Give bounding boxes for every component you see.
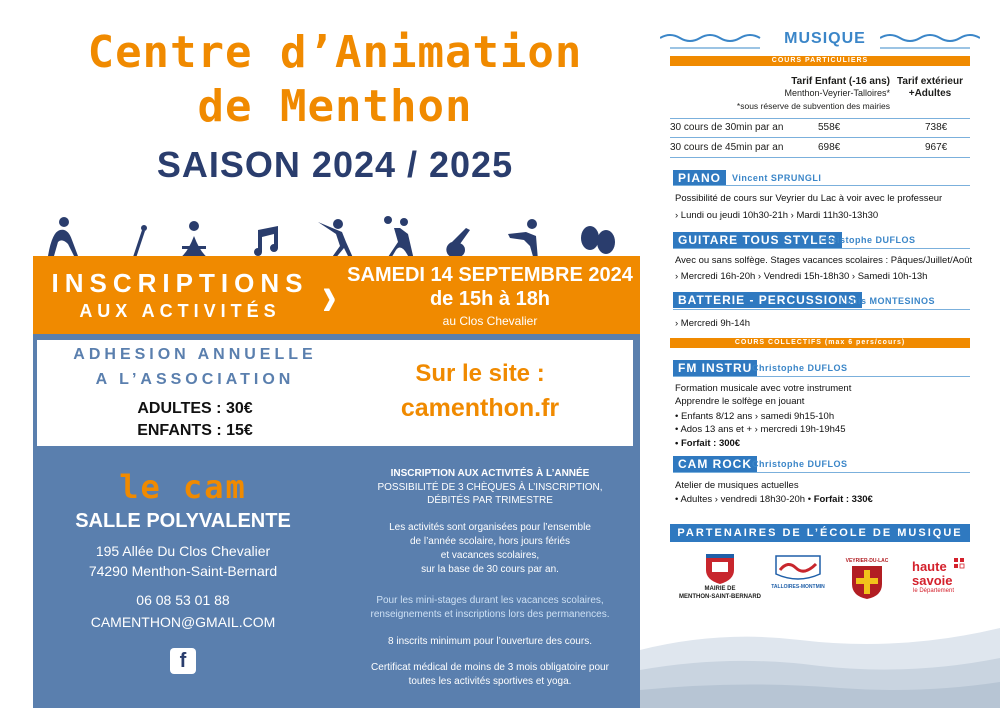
veyrier-label: VEYRIER-DU-LAC [845, 558, 889, 564]
info-para-3: et vacances scolaires, [440, 550, 540, 561]
info-minimum: 8 inscrits minimum pour l’ouverture des cours. [388, 636, 592, 647]
gymnast-icon [48, 217, 78, 256]
talloires-logo-icon [774, 554, 822, 584]
section-underline [673, 309, 970, 310]
haute-savoie-logo-line-2: savoie [912, 573, 953, 588]
yoga-icon [180, 221, 208, 258]
piano-line-2: › Lundi ou jeudi 10h30-21h › Mardi 11h30-13h30 [675, 210, 879, 221]
tarif-row-2-exterieur: 967€ [925, 142, 948, 153]
email-link[interactable]: CAMENTHON@GMAIL.COM [90, 614, 276, 630]
tarif-enfant-place: Menthon-Veyrier-Talloires* [784, 88, 890, 98]
fm-line-5: • Forfait : 300€ [675, 438, 741, 449]
section-underline [673, 472, 970, 473]
info-cheques-1: POSSIBILITÉ DE 3 CHÈQUES À L’INSCRIPTION, [377, 482, 603, 493]
batterie-header: BATTERIE - PERCUSSIONS [673, 292, 862, 308]
season-heading: SAISON 2024 / 2025 [156, 144, 514, 185]
camrock-line-2 [675, 494, 873, 505]
title-line-1: Centre d’Animation [87, 27, 583, 78]
address-line-1: 195 Allée Du Clos Chevalier [95, 543, 271, 559]
guitar-icon [446, 228, 470, 258]
adhesion-children: ENFANTS : 15€ [137, 422, 253, 439]
camrock-header: CAM ROCK [673, 456, 757, 472]
guitare-line-2: › Mercredi 16h-20h › Vendredi 15h-18h30 › Samedi 10h-13h [675, 271, 928, 282]
section-underline [673, 185, 970, 186]
camrock-teacher: Christophe DUFLOS [752, 459, 848, 469]
info-cert-1: Certificat médical de moins de 3 mois obligatoire pour [371, 662, 609, 673]
tarif-enfant-title: Tarif Enfant (-16 ans) [791, 76, 890, 87]
haute-savoie-squares-icon [954, 558, 966, 570]
karate-icon [508, 219, 538, 260]
cam-logo: le cam [119, 468, 247, 506]
tarif-note: *sous réserve de subvention des mairies [736, 101, 890, 111]
camrock-line-2a: • Adultes › vendredi 18h30-20h • [675, 494, 814, 505]
section-underline [673, 248, 970, 249]
inscriptions-subtitle: AUX ACTIVITÉS [79, 301, 281, 321]
info-para-2: de l’année scolaire, hors jours fériés [409, 536, 571, 547]
info-para-1: Les activités sont organisées pour l’ensemble [389, 522, 591, 533]
guitare-teacher: Christophe DUFLOS [820, 235, 916, 245]
piano-header: PIANO [673, 170, 726, 186]
mairie-label-2: MENTHON-SAINT-BERNARD [679, 594, 761, 600]
facebook-glyph: f [179, 650, 187, 672]
inscriptions-date: SAMEDI 14 SEPTEMBRE 2024 [347, 264, 633, 286]
fm-line-4: • Ados 13 ans et + › mercredi 19h-19h45 [675, 424, 846, 435]
guitare-line-1: Avec ou sans solfège. Stages vacances scolaires : Pâques/Juillet/Août [675, 255, 973, 266]
tarif-row-2-enfant: 698€ [818, 142, 841, 153]
adhesion-title-1: ADHESION ANNUELLE [73, 346, 317, 363]
tarif-row-1-label: 30 cours de 30min par an [670, 122, 784, 133]
tarif-row-1-enfant: 558€ [818, 122, 841, 133]
row-divider [670, 157, 970, 158]
inscriptions-title: INSCRIPTIONS [51, 268, 309, 298]
site-label: Sur le site : [415, 360, 545, 387]
title-line-2: de Menthon [197, 81, 473, 132]
fm-line-1: Formation musicale avec votre instrument [675, 383, 852, 394]
row-divider [670, 137, 970, 138]
haute-savoie-logo-line-1: haute [912, 559, 947, 574]
mairie-crest-icon [700, 552, 740, 586]
cours-collectifs-bar: COURS COLLECTIFS (max 6 pers/cours) [670, 338, 970, 348]
row-divider [670, 118, 970, 119]
inscriptions-place: au Clos Chevalier [442, 314, 538, 328]
address-line-2: 74290 Menthon-Saint-Bernard [88, 563, 278, 579]
page-title [20, 26, 650, 134]
info-para-4: sur la base de 30 cours par an. [421, 564, 559, 575]
info-mini-1: Pour les mini-stages durant les vacances scolaires, [376, 595, 604, 606]
facebook-icon[interactable] [170, 648, 196, 674]
mountain-decoration [640, 610, 1000, 708]
talloires-label: TALLOIRES-MONTMIN [771, 584, 825, 590]
info-mini-2: renseignements et inscriptions lors des permanences. [370, 609, 610, 620]
guitare-header: GUITARE TOUS STYLES [673, 232, 842, 248]
music-note-icon [254, 226, 278, 256]
fm-teacher: Christophe DUFLOS [752, 363, 848, 373]
couple-dance-icon [382, 216, 414, 260]
venue-name: SALLE POLYVALENTE [75, 510, 291, 532]
camrock-forfait: Forfait : 330€ [813, 494, 873, 505]
theatre-masks-icon [581, 226, 615, 254]
partners-header: PARTENAIRES DE L’ÉCOLE DE MUSIQUE [670, 524, 970, 542]
veyrier-crest-icon [850, 564, 884, 600]
adhesion-adults: ADULTES : 30€ [137, 400, 253, 417]
fm-line-3: • Enfants 8/12 ans › samedi 9h15-10h [675, 411, 835, 422]
piano-teacher: Vincent SPRUNGLI [732, 173, 822, 183]
info-cheques-2: DÉBITÉS PAR TRIMESTRE [427, 495, 553, 506]
inscriptions-hours: de 15h à 18h [429, 288, 551, 310]
mairie-label-1: MAIRIE DE [704, 586, 736, 592]
tarif-row-1-exterieur: 738€ [925, 122, 948, 133]
chevron-right-icon: › [322, 264, 337, 329]
musique-title: MUSIQUE [770, 30, 880, 48]
piano-line-1: Possibilité de cours sur Veyrier du Lac à voir avec le professeur [675, 193, 943, 204]
tarif-row-2-label: 30 cours de 45min par an [670, 142, 784, 153]
batterie-teacher: Louis MONTESINOS [840, 296, 936, 306]
adhesion-title-2: A L’ASSOCIATION [95, 371, 295, 388]
phone-number[interactable]: 06 08 53 01 88 [136, 592, 230, 608]
info-heading: INSCRIPTION AUX ACTIVITÉS À L’ANNÉE [390, 468, 590, 479]
fm-header: FM INSTRU [673, 360, 757, 376]
batterie-line-1: › Mercredi 9h-14h [675, 318, 750, 329]
info-cert-2: toutes les activités sportives et yoga. [408, 676, 572, 687]
cours-particuliers-bar: COURS PARTICULIERS [670, 56, 970, 66]
dancer-icon [318, 219, 354, 260]
site-url-link[interactable]: camenthon.fr [400, 394, 560, 422]
tarif-exterieur-1: Tarif extérieur [897, 76, 963, 87]
camrock-line-1: Atelier de musiques actuelles [675, 480, 799, 491]
tarif-exterieur-2: +Adultes [908, 88, 952, 99]
fm-line-2: Apprendre le solfège en jouant [675, 396, 805, 407]
haute-savoie-logo-line-3: le Département [913, 588, 955, 594]
section-underline [673, 376, 970, 377]
